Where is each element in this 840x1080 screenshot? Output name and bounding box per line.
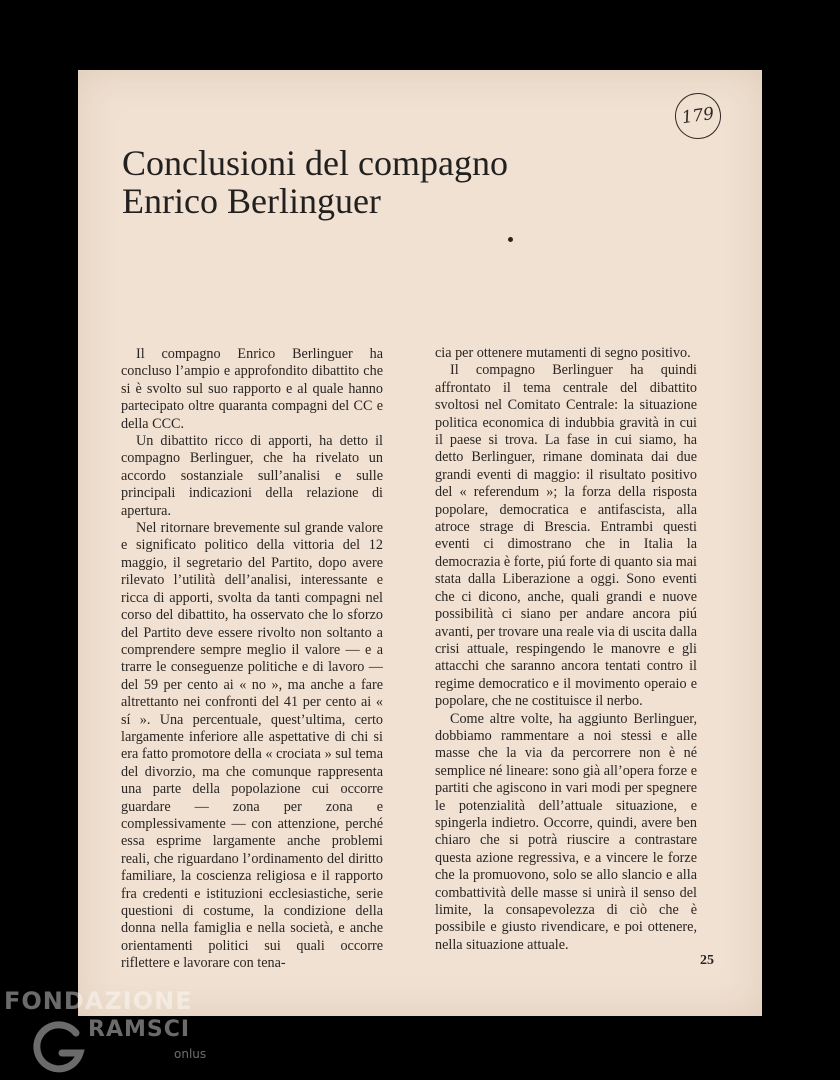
paragraph: Nel ritornare brevemente sul grande valore e significato politico della vittoria del 12 maggio, il segretario del Partito, dopo avere rilevato l’utilità dell’analisi, interessante e ricca di apporti, svolta da tanti compagni nel corso del dibattito, ha osservato che lo sforzo del Partito deve essere rivolto non soltanto a comprendere sempre meglio il valore — e a trarre le conseguenze politiche e di lavoro — del 59 per cento ai « no », ma anche a fare altrettanto nei confronti del 41 per cento ai « sí ». Una percentuale, quest’ultima, certo largamente inferiore alle aspettative di chi si era fatto promotore della « crociata » sul tema del divorzio, ma che comunque rappresenta una parte della popolazione cui occorre guardare — zona per zona e complessivamente — con attenzione, perché essa esprime largamente anche problemi reali, che riguardano l’ordinamento del diritto familiare, la coscienza religiosa e il rapporto fra credenti e istituzioni ecclesiastiche, serie questioni di costume, la condizione della donna nella famiglia e nella società, e anche orientamenti politici sui quali occorre riflettere e lavorare con tena- — [121, 520, 383, 972]
watermark-line-1: FONDAZIONE — [4, 987, 193, 1015]
left-column — [121, 346, 383, 973]
title-line-2: Enrico Berlinguer — [122, 181, 381, 221]
paragraph: Un dibattito ricco di apporti, ha detto il compagno Berlinguer, che ha rivelato un accordo sostanziale sull’analisi e sulle principali indicazioni della relazione di apertura. — [121, 433, 383, 519]
title-line-1: Conclusioni del compagno — [122, 143, 508, 183]
g-logo-icon — [32, 1019, 88, 1075]
right-column — [435, 345, 697, 954]
ink-dot — [508, 237, 513, 242]
paragraph: Il compagno Enrico Berlinguer ha concluso l’ampio e approfondito dibattito che si è svolto sul suo rapporto e al quale hanno partecipato oltre quaranta compagni del CC e della CCC. — [121, 346, 383, 432]
watermark-logo — [0, 985, 230, 1080]
article-title — [122, 144, 508, 220]
paragraph: Come altre volte, ha aggiunto Berlinguer, dobbiamo rammentare a noi stessi e alle masse che la via da percorrere non è né semplice né lineare: sono già all’opera forze e partiti che agiscono in vari modi per spegnere le potenzialità dell’attuale situazione, e spingerla indietro. Occorre, quindi, avere ben chiaro che si potrà riuscire a contrastare questa azione regressiva, e a vincere le forze che la promuovono, solo se allo slancio e alla combattività delle masse si unirà il senso del limite, la consapevolezza di ciò che è possibile e giusto rivendicare, e poi ottenere, nella situazione attuale. — [435, 710, 697, 953]
archive-number-stamp: 179 — [672, 90, 724, 142]
paragraph-continuation: cia per ottenere mutamenti di segno positivo. — [435, 345, 691, 361]
watermark-line-3: onlus — [174, 1047, 207, 1061]
document-page — [78, 70, 762, 1016]
page-number: 25 — [700, 953, 714, 968]
watermark-line-2: RAMSCI — [88, 1017, 191, 1042]
paragraph: Il compagno Berlinguer ha quindi affrontato il tema centrale del dibattito svoltosi nel Comitato Centrale: la situazione politica economica di indubbia gravità in cui il paese si trova. La fase in cui siamo, ha detto Berlinguer, rimane dominata dai due grandi eventi di maggio: il risultato positivo del « referendum »; la forza della risposta popolare, democratica e antifascista, alla atroce strage di Brescia. Entrambi questi eventi ci dimostrano che in Italia la democrazia è forte, piú forte di quanto sia mai stata dalla Liberazione a oggi. Sono eventi che ci dicono, anche, quali grandi e nuove possibilità ci siano per andare ancora piú avanti, per trovare una reale via di uscita dalla crisi attuale, respingendo le manovre e gli attacchi che saranno ancora tentati contro il regime democratico e il movimento operaio e popolare, che ne costituisce il nerbo. — [435, 362, 697, 710]
